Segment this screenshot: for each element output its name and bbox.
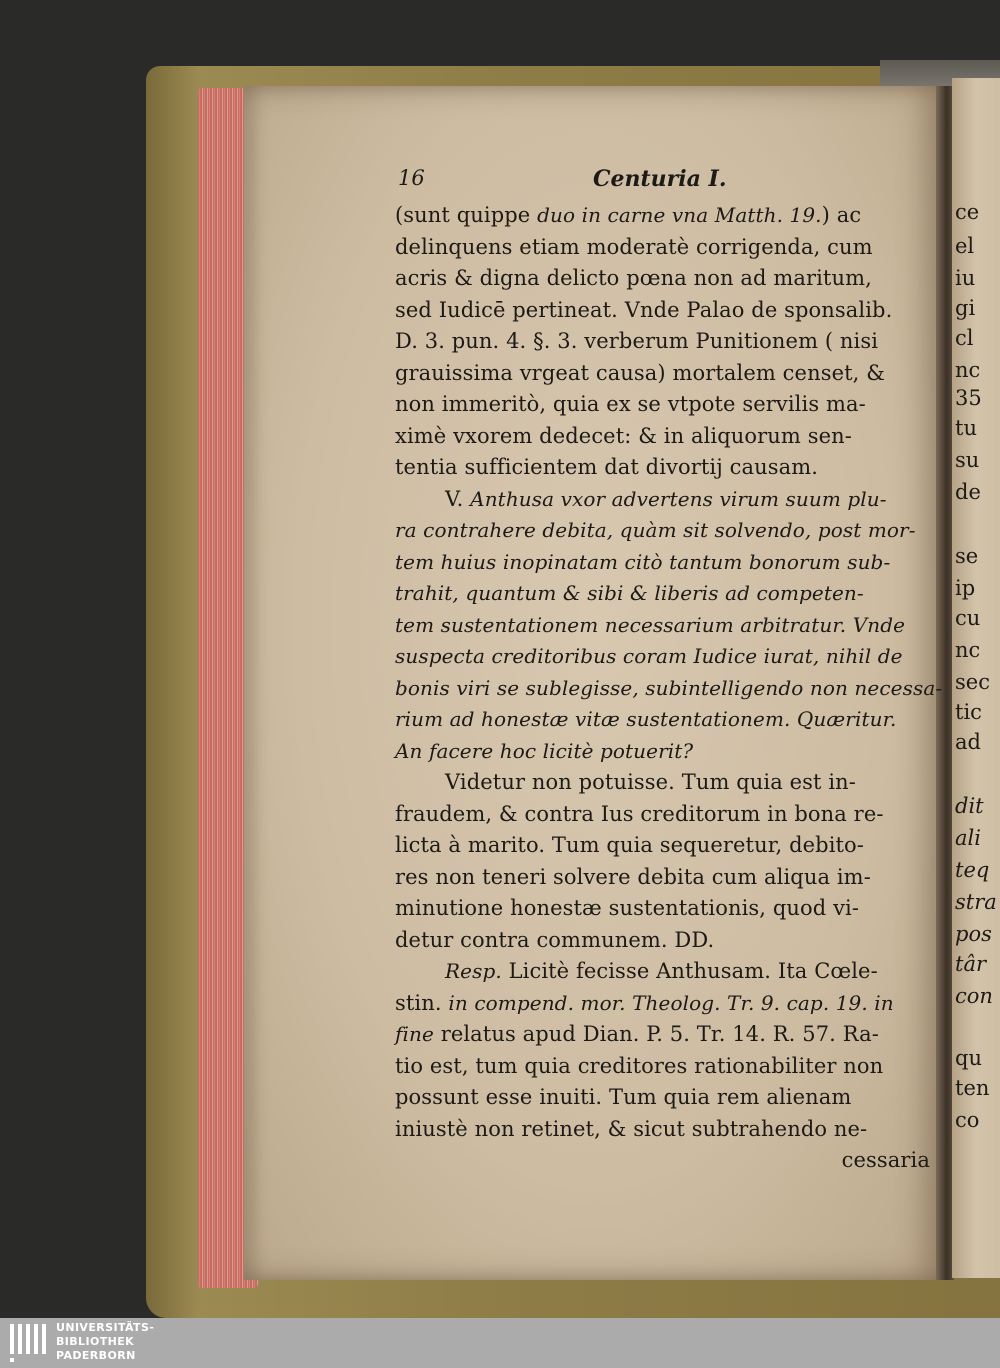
running-title: Centuria I. — [593, 166, 727, 192]
right-page-fragment: cu — [955, 606, 981, 630]
right-page-fragment: pos — [955, 922, 992, 946]
right-page-fragment: el — [955, 234, 975, 258]
text-line — [395, 673, 943, 705]
text-line — [395, 452, 930, 484]
text-line — [395, 263, 930, 295]
text-segment: Anthusa vxor advertens virum suum plu- — [470, 486, 887, 511]
text-segment: rium ad honestæ vitæ sustentationem. Quæritur. — [395, 707, 897, 731]
text-segment: Licitè fecisse Anthusam. Ita Cœle- — [501, 959, 878, 983]
text-lines — [395, 200, 943, 1145]
text-line — [395, 200, 930, 232]
text-segment: D. 3. pun. 4. §. 3. verberum Punitionem ( nisi — [395, 329, 879, 353]
right-page-fragment: tu — [955, 416, 977, 440]
right-page-fragment: su — [955, 448, 980, 472]
text-line — [395, 326, 930, 358]
text-segment: tentia sufficientem dat divortij causam. — [395, 455, 819, 479]
text-line — [395, 830, 930, 862]
text-segment: (sunt quippe — [395, 203, 538, 227]
right-page-fragment: stra — [955, 890, 997, 914]
text-segment: ximè vxorem dedecet: & in aliquorum sen- — [395, 423, 852, 448]
running-head — [395, 160, 930, 200]
text-segment: fine — [395, 1022, 434, 1046]
right-page-fragment: teq — [955, 858, 990, 882]
text-segment: grauissima vrgeat causa) mortalem censet, & — [395, 360, 885, 385]
right-page-fragment: 35 — [955, 386, 982, 410]
text-line — [395, 988, 930, 1020]
text-line — [395, 799, 930, 831]
text-segment: Resp. — [445, 959, 502, 983]
text-line — [395, 767, 930, 799]
text-line — [395, 862, 930, 894]
text-line — [395, 1051, 930, 1083]
text-line — [395, 1019, 930, 1051]
text-line — [395, 515, 930, 547]
text-segment: detur contra communem. DD. — [395, 927, 715, 952]
text-line — [395, 389, 930, 421]
right-page-fragment: ce — [955, 200, 980, 224]
text-segment: tem sustentationem necessarium arbitratur. Vnde — [395, 612, 906, 637]
text-line — [395, 956, 930, 988]
page-text-block — [395, 160, 943, 1177]
text-segment: trahit, quantum & sibi & liberis ad competen- — [395, 581, 864, 605]
right-page-fragment: de — [955, 480, 981, 504]
text-line — [395, 578, 930, 610]
footer-bar — [0, 1318, 1000, 1368]
text-line — [395, 1082, 930, 1114]
text-line — [395, 421, 930, 453]
library-name-line-2: BIBLIOTHEK — [56, 1335, 135, 1348]
right-page-fragment: iu — [955, 266, 976, 290]
library-name — [56, 1321, 154, 1363]
text-segment: V. — [445, 486, 471, 511]
right-page-fragment: qu — [955, 1046, 982, 1070]
right-page-fragment: dit — [955, 794, 984, 818]
text-line — [395, 925, 930, 957]
text-line — [395, 547, 930, 579]
text-segment: fraudem, & contra Ius creditorum in bona re- — [395, 801, 884, 826]
text-segment: in compend. mor. Theolog. Tr. 9. cap. 19. in — [448, 990, 894, 1015]
right-page-fragment: tic — [955, 700, 982, 724]
right-page-fragment: con — [955, 984, 993, 1008]
right-page-fragment: gi — [955, 296, 976, 320]
text-segment: res non teneri solvere debita cum aliqua im- — [395, 864, 871, 889]
text-segment: possunt esse inuiti. Tum quia rem alienam — [395, 1085, 852, 1109]
text-segment: suspecta creditoribus coram Iudice iurat, nihil de — [395, 644, 903, 668]
text-segment: acris & digna delicto pœna non ad maritum, — [395, 266, 872, 290]
text-line — [395, 1114, 930, 1146]
library-name-line-3: PADERBORN — [56, 1349, 136, 1362]
text-segment: An facere hoc licitè potuerit? — [395, 738, 694, 763]
library-logo-icon — [8, 1322, 48, 1364]
text-segment: iniustè non retinet, & sicut subtrahendo ne- — [395, 1116, 868, 1141]
text-segment: Videtur non potuisse. Tum quia est in- — [445, 770, 856, 794]
right-page-fragment: co — [955, 1108, 980, 1132]
text-line — [395, 893, 930, 925]
text-segment: non immeritò, quia ex se vtpote servilis ma- — [395, 392, 866, 416]
text-segment: licta à marito. Tum quia sequeretur, debito- — [395, 833, 864, 857]
text-segment: tem huius inopinatam citò tantum bonorum sub- — [395, 549, 891, 574]
text-segment: ) ac — [821, 203, 862, 227]
text-line — [395, 295, 930, 327]
right-page-fragment: cl — [955, 326, 974, 350]
right-page-fragment: sec — [955, 670, 990, 694]
right-page-fragment: nc — [955, 358, 981, 382]
text-segment: stin. — [395, 990, 449, 1015]
right-page-fragment: ali — [955, 826, 981, 850]
text-segment: minutione honestæ sustentationis, quod vi- — [395, 896, 860, 920]
text-line — [395, 484, 930, 516]
text-line — [395, 641, 930, 673]
right-page-fragment: ad — [955, 730, 981, 754]
text-segment: ra contrahere debita, quàm sit solvendo, post mor- — [395, 518, 916, 542]
text-line — [395, 232, 930, 264]
text-segment: delinquens etiam moderatè corrigenda, cum — [395, 234, 873, 259]
right-page-fragment: ip — [955, 576, 976, 600]
right-page-fragment: nc — [955, 638, 981, 662]
catchword: cessaria — [841, 1148, 930, 1172]
text-line — [395, 736, 930, 768]
page-number: 16 — [398, 166, 425, 190]
text-segment: bonis viri se sublegisse, subintelligendo non necessa- — [395, 675, 943, 700]
library-name-line-1: UNIVERSITÄTS- — [56, 1321, 155, 1334]
text-line — [395, 610, 930, 642]
text-segment: relatus apud Dian. P. 5. Tr. 14. R. 57. Ra- — [433, 1022, 879, 1046]
text-line — [395, 704, 930, 736]
text-segment: tio est, tum quia creditores rationabiliter non — [395, 1053, 884, 1078]
text-segment: duo in carne vna Matth. 19. — [537, 203, 822, 227]
right-page-fragment: târ — [955, 952, 986, 976]
text-line — [395, 358, 930, 390]
text-segment: sed Iudicē pertineat. Vnde Palao de sponsalib. — [395, 297, 893, 322]
right-page-fragment: ten — [955, 1076, 990, 1100]
right-page-fragment: se — [955, 544, 979, 568]
